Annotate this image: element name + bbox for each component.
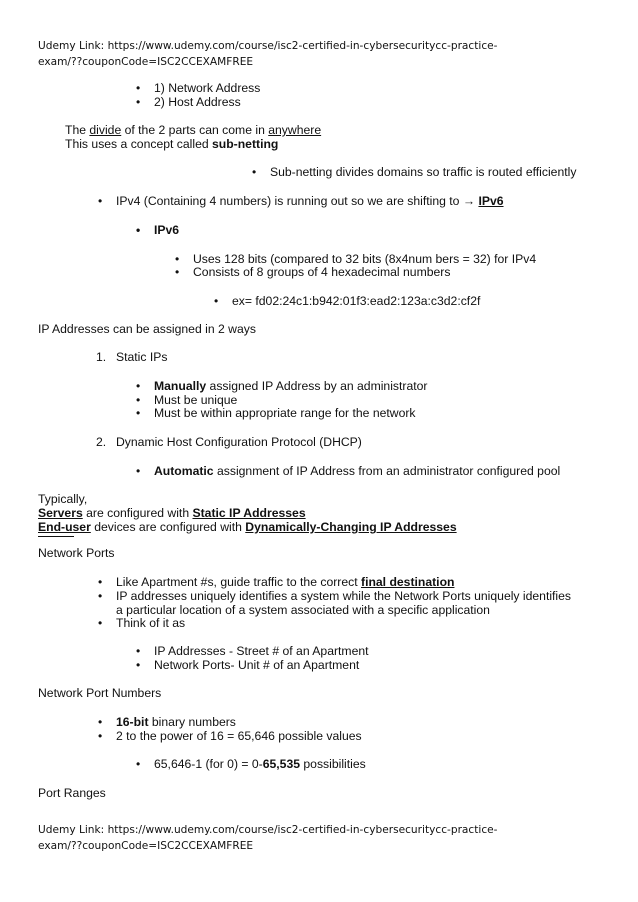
section-divider <box>38 536 74 537</box>
servers-mid: are configured with <box>82 506 193 520</box>
divide-text-1: The <box>65 123 90 137</box>
subnet-lead: This uses a concept called <box>65 137 213 151</box>
servers-word: Servers <box>38 506 83 520</box>
dynamic-ip-addresses: Dynamically-Changing IP Addresses <box>245 520 457 534</box>
final-destination: final destination <box>361 575 455 589</box>
footer-link-line-2: exam/??couponCode=ISC2CCEXAMFREE <box>38 840 254 852</box>
port-numbers-sub-rest: possibilities <box>300 757 366 771</box>
ipv4-bullet <box>116 194 504 208</box>
static-ip-addresses: Static IP Addresses <box>192 506 306 520</box>
ipv6-example: • ex= fd02:24c1:b942:01f3:ead2:123a:c3d2:cf2f <box>232 294 480 308</box>
unique-item: • Must be unique <box>154 393 237 407</box>
manual-bold: Manually <box>154 379 207 393</box>
manual-rest: assigned IP Address by an administrator <box>206 379 428 393</box>
dhcp-number: 2. <box>96 435 107 449</box>
static-label: Static IPs <box>116 350 168 364</box>
port-numbers-bullet-2: • 2 to the power of 16 = 65,646 possible values <box>116 729 362 743</box>
ports-bullet-1 <box>116 575 454 589</box>
automatic-rest: assignment of IP Address from an administrator configured pool <box>213 464 561 478</box>
ports-bullet-3: • Think of it as <box>116 616 185 630</box>
port-numbers-sub <box>154 757 366 771</box>
ports-bullet-2: • IP addresses uniquely identifies a system while the Network Ports uniquely identifies a particular location of a system associated with a specific application <box>116 589 576 617</box>
enduser-word: End-user <box>38 520 91 534</box>
page-header <box>38 38 598 70</box>
subnet-term: sub-netting <box>212 137 279 151</box>
subnet-sentence <box>65 137 278 151</box>
ports-sub-1: • IP Addresses - Street # of an Apartment <box>154 644 369 658</box>
automatic-item <box>154 464 560 478</box>
port-ranges-heading: Port Ranges <box>38 786 106 800</box>
port-numbers-heading: Network Port Numbers <box>38 686 162 700</box>
host-address-item: • 2) Host Address <box>154 95 241 109</box>
typically-lead: Typically, <box>38 492 88 506</box>
static-number: 1. <box>96 350 107 364</box>
port-numbers-bullet-1 <box>116 715 236 729</box>
automatic-bold: Automatic <box>154 464 214 478</box>
ipv6-link: IPv6 <box>478 194 504 208</box>
subnet-bullet: • Sub-netting divides domains so traffic is routed efficiently <box>270 165 576 179</box>
ports-sub-2: • Network Ports- Unit # of an Apartment <box>154 658 359 672</box>
ports-b1-text: Like Apartment #s, guide traffic to the correct <box>116 575 362 589</box>
network-address-item: • 1) Network Address <box>154 81 260 95</box>
divide-sentence <box>65 123 321 137</box>
divide-word: divide <box>89 123 122 137</box>
ports-heading: Network Ports <box>38 546 115 560</box>
port-numbers-sub-lead: 65,646-1 (for 0) = 0- <box>154 757 263 771</box>
ipv4-text: IPv4 (Containing 4 numbers) is running out so we are shifting to → <box>116 194 479 208</box>
manual-item <box>154 379 427 393</box>
max-port: 65,535 <box>262 757 301 771</box>
range-item: • Must be within appropriate range for the network <box>154 406 416 420</box>
assign-heading: IP Addresses can be assigned in 2 ways <box>38 322 256 336</box>
footer-link-line-1: Udemy Link: https://www.udemy.com/course/isc2-certified-in-cybersecuritycc-practice- <box>38 824 498 836</box>
sixteen-bit: 16-bit <box>116 715 149 729</box>
servers-line <box>38 506 306 520</box>
dhcp-item <box>96 435 362 449</box>
enduser-mid: devices are configured with <box>90 520 246 534</box>
port-numbers-b1-rest: binary numbers <box>148 715 236 729</box>
static-ip-item <box>96 350 168 364</box>
page-footer <box>38 822 598 854</box>
header-link-line-2: exam/??couponCode=ISC2CCEXAMFREE <box>38 56 254 68</box>
anywhere-word: anywhere <box>268 123 322 137</box>
ipv6-heading: • IPv6 <box>154 223 179 237</box>
ipv6-bits-item: • Uses 128 bits (compared to 32 bits (8x4num bers = 32) for IPv4 <box>193 252 536 266</box>
ipv6-groups-item: • Consists of 8 groups of 4 hexadecimal numbers <box>193 265 450 279</box>
enduser-line <box>38 520 457 534</box>
header-link-line-1: Udemy Link: https://www.udemy.com/course/isc2-certified-in-cybersecuritycc-practice- <box>38 40 498 52</box>
divide-text-2: of the 2 parts can come in <box>121 123 269 137</box>
dhcp-label: Dynamic Host Configuration Protocol (DHCP) <box>116 435 362 449</box>
